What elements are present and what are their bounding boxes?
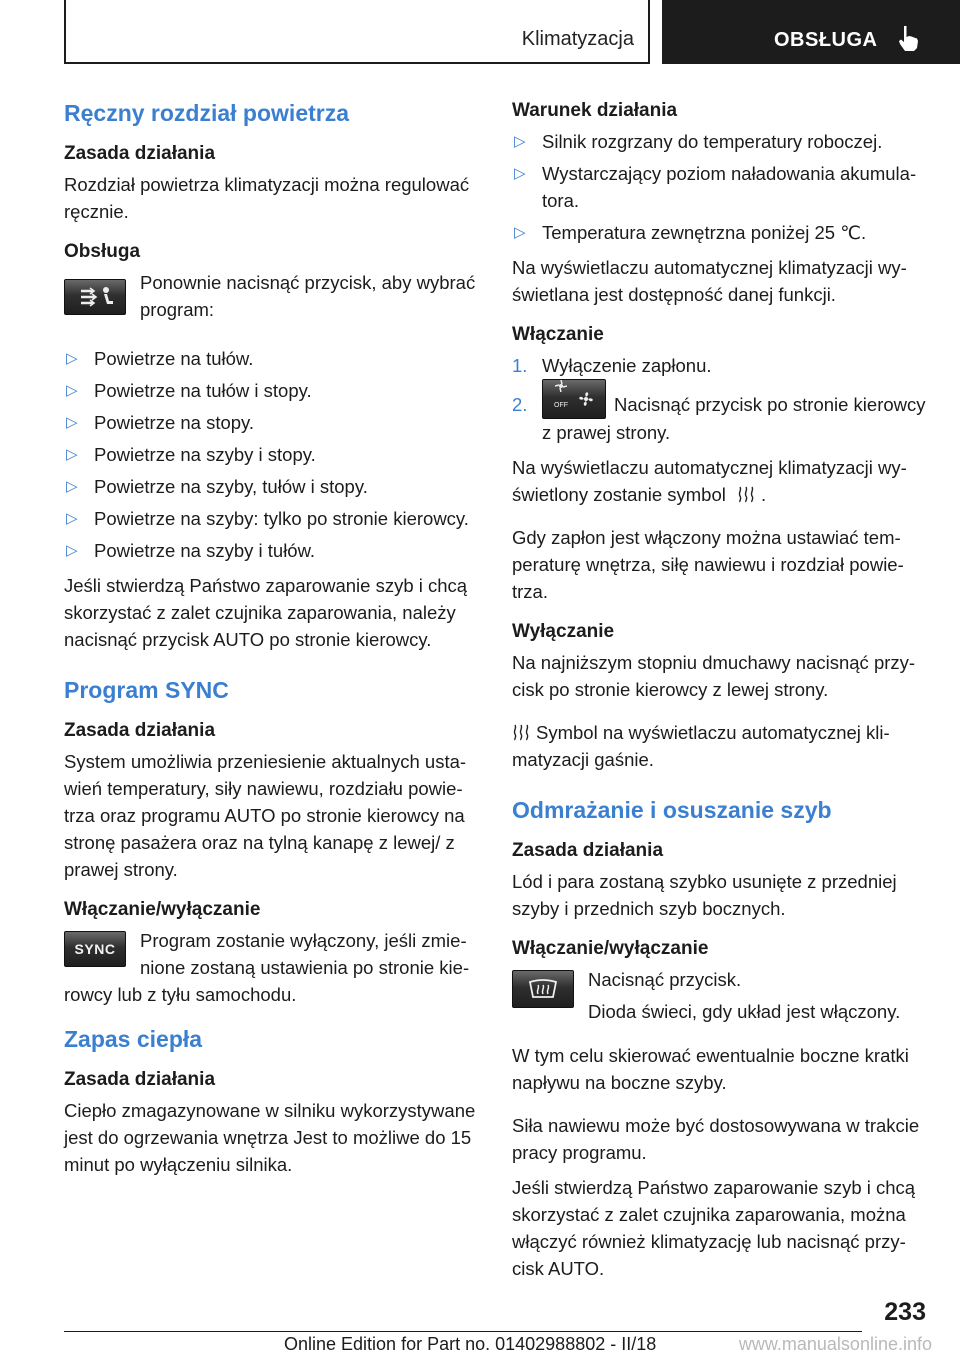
button-instruction (512, 966, 926, 1036)
list-item: ▷ Silnik rozgrzany do temperatury roboczej. (512, 128, 926, 155)
heading-principle: Zasada działania (64, 1069, 216, 1090)
fan-off-icon: OFF (554, 380, 568, 419)
footer-edition: Online Edition for Part no. 01402988802 - II/18 (284, 1334, 657, 1354)
heading-on-off: Włączanie/wyłączanie (64, 899, 261, 920)
footer-watermark: www.manualsonline.info (738, 1334, 932, 1354)
heading-switch-off: Wyłączanie (512, 621, 615, 643)
fan-icon (578, 391, 594, 407)
right-column (512, 100, 926, 1298)
footer-rule (64, 1331, 862, 1332)
paragraph: Na wyświetlaczu automatycznej klimatyzacji wyświetlana jest dostępność danej funkcji. (512, 257, 907, 305)
paragraph: Jeśli stwierdzą Państwo zaparowanie szyb i chcą skorzystać z zalet czujnika zaparowania, należy nacisnąć przycisk AUTO po stronie kierowcy. (64, 575, 468, 650)
paragraph: Na wyświetlaczu automatycznej klimatyzacji wyświetlony zostanie symbol . (512, 457, 907, 506)
air-distribution-icon (73, 285, 117, 309)
step-item: 2. OFF Nacisnąć przycisk po stronie kierowcy z prawej strony. (512, 391, 926, 446)
button-instruction-text: Ponownie nacisnąć przycisk, aby wybrać program: (140, 272, 476, 320)
list-item: ▷ Powietrze na tułów i stopy. (64, 377, 480, 404)
bullet-triangle-icon: ▷ (66, 510, 78, 527)
bullet-triangle-icon: ▷ (66, 350, 78, 367)
condition-list (512, 128, 926, 246)
header-rule-left (64, 0, 66, 64)
bullet-triangle-icon: ▷ (514, 165, 526, 182)
section-title-sync: Program SYNC (64, 677, 229, 703)
pointing-hand-icon (896, 24, 922, 52)
list-item: ▷ Powietrze na tułów. (64, 345, 480, 372)
page-number: 233 (884, 1298, 926, 1326)
bullet-triangle-icon: ▷ (66, 478, 78, 495)
paragraph: Gdy zapłon jest włączony można ustawiać temperaturę wnętrza, siłę nawiewu i rozdział powietrza. (512, 527, 904, 603)
paragraph: System umożliwia przeniesienie aktualnych ustawień temperatury, siły nawiewu, rozdziału powietrza oraz programu AUTO po stronie kierowcy na stronę pasażera oraz na tylną kanapę z lewej/ z prawej strony. (64, 751, 467, 880)
paragraph: W tym celu skierować ewentualnie boczne kratki napływu na boczne szyby. (512, 1045, 909, 1094)
list-item: ▷ Temperatura zewnętrzna poniżej 25 ℃. (512, 219, 926, 246)
section-title-heat-reserve: Zapas ciepła (64, 1026, 203, 1052)
list-item: ▷ Powietrze na szyby i stopy. (64, 441, 480, 468)
heading-principle: Zasada działania (512, 840, 664, 862)
off-fan-button[interactable] (542, 379, 606, 419)
bullet-triangle-icon: ▷ (66, 542, 78, 559)
header-rule-mid (648, 0, 650, 64)
list-item: ▷ Powietrze na szyby: tylko po stronie kierowcy. (64, 505, 480, 532)
heat-reserve-icon (737, 485, 755, 503)
heat-reserve-icon (512, 723, 530, 741)
sync-button[interactable]: SYNC (64, 931, 126, 967)
windshield-defrost-icon (528, 978, 558, 1000)
paragraph: Jeśli stwierdzą Państwo zaparowanie szyb i chcą skorzystać z zalet czujnika zaparowania, można włączyć również klimatyzację lub nacisnąć przycisk AUTO. (512, 1177, 916, 1280)
left-column (64, 100, 480, 1194)
section-tab[interactable] (662, 0, 960, 64)
air-program-list (64, 345, 480, 564)
chapter-title: Klimatyzacja (521, 28, 634, 50)
defrost-button[interactable] (512, 970, 574, 1008)
heading-on-off: Włączanie/wyłączanie (512, 938, 709, 960)
heading-principle: Zasada działania (64, 143, 216, 164)
heading-operation: Obsługa (64, 241, 141, 262)
list-item: ▷ Powietrze na szyby i tułów. (64, 537, 480, 564)
paragraph: Symbol na wyświetlaczu automatycznej klimatyzacji gaśnie. (512, 722, 890, 771)
heading-switch-on: Włączanie (512, 324, 604, 345)
paragraph: Ciepło zmagazynowane w silniku wykorzystywane jest do ogrzewania wnętrza Jest to możliwe do 15 minut po wyłączeniu silnika. (64, 1100, 476, 1175)
air-distribution-button[interactable] (64, 279, 126, 315)
bullet-triangle-icon: ▷ (66, 382, 78, 399)
section-title-manual-air: Ręczny rozdział powietrza (64, 100, 350, 126)
header-rule-bottom (64, 62, 650, 64)
bullet-triangle-icon: ▷ (514, 224, 526, 241)
paragraph: Lód i para zostaną szybko usunięte z przedniej szyby i przednich szyb bocznych. (512, 871, 897, 920)
section-tab-label: OBSŁUGA (774, 29, 878, 51)
bullet-triangle-icon: ▷ (66, 414, 78, 431)
section-title-defrost: Odmrażanie i osuszanie szyb (512, 797, 832, 824)
paragraph: Siła nawiewu może być dostosowywana w trakcie pracy programu. (512, 1115, 920, 1164)
list-item: ▷ Powietrze na szyby, tułów i stopy. (64, 473, 480, 500)
step-item: 1. Wyłączenie zapłonu. (512, 355, 712, 376)
button-instruction-text: Nacisnąć przycisk. Dioda świeci, gdy układ jest włączony. (588, 969, 901, 1023)
list-item: ▷ Powietrze na stopy. (64, 409, 480, 436)
button-instruction (64, 269, 480, 335)
bullet-triangle-icon: ▷ (514, 133, 526, 150)
heading-principle: Zasada działania (64, 720, 216, 741)
paragraph: Rozdział powietrza klimatyzacji można regulować ręcznie. (64, 174, 470, 222)
button-instruction-text: Program zostanie wyłączony, jeśli zmienione zostaną ustawienia po stronie kierowcy lub z tyłu samochodu. (64, 930, 470, 1005)
list-item: ▷ Wystarczający poziom naładowania akumulatora. (512, 160, 926, 214)
switch-on-steps (512, 352, 926, 446)
bullet-triangle-icon: ▷ (66, 446, 78, 463)
paragraph: Na najniższym stopniu dmuchawy nacisnąć przycisk po stronie kierowcy z lewej strony. (512, 652, 916, 701)
heading-condition: Warunek działania (512, 100, 678, 121)
button-instruction (64, 927, 480, 1008)
